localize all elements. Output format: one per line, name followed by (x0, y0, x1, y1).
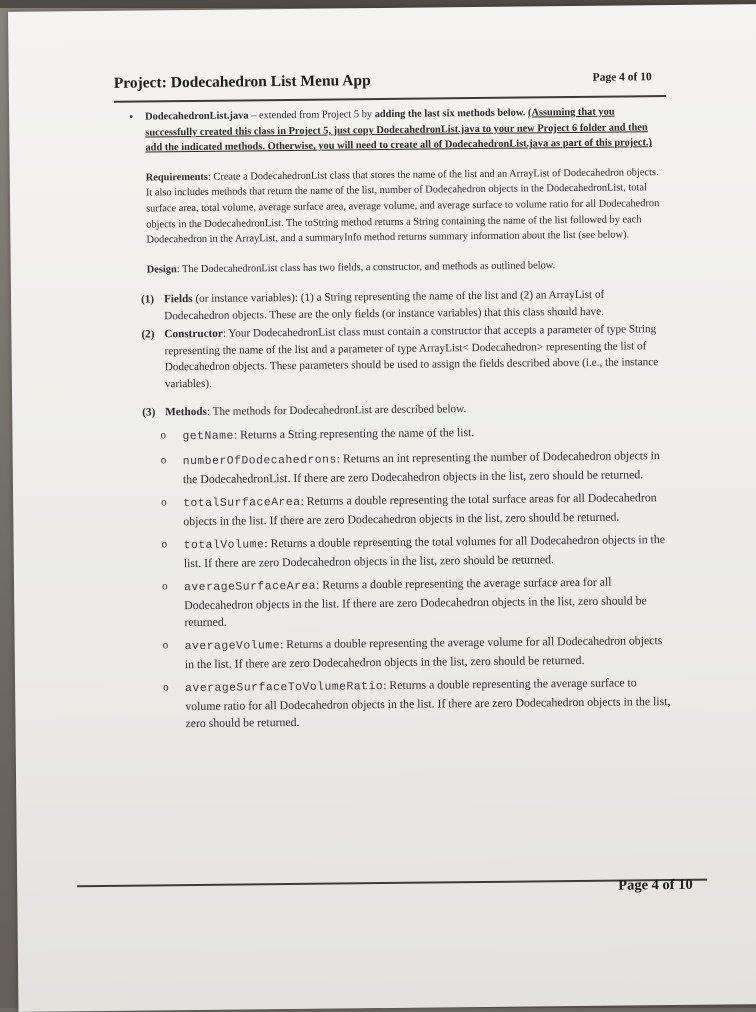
page-number-top: Page 4 of 10 (592, 71, 652, 84)
method-item-averagevolume (151, 632, 671, 673)
intro-lead: – extended from Project 5 by (248, 109, 375, 122)
method-desc: : Returns a double representing the average surface area for all Dodecahedron objects in the list. If there are zero Dodecahedron objects in the list, zero should be returned. (184, 574, 647, 629)
intro-paragraph (129, 104, 665, 156)
footer-rule (77, 879, 707, 888)
list-marker: (3) (142, 406, 156, 419)
fields-text: (or instance variables): (1) a String representing the name of the list and (2) an ArrayList of Dodecahedron objects. These are the only fields (or instance variables) that this class should have. (164, 289, 605, 323)
method-desc: : Returns a double representing the total volumes for all Dodecahedron objects in the list. If there are zero Dodecahedron objects in the list, zero should be returned. (183, 531, 666, 570)
design-label: Design (146, 263, 177, 276)
methods-label: Methods (165, 406, 207, 419)
circle-bullet-icon: o (161, 580, 168, 593)
method-desc: : Returns a double representing the average surface to volume ratio for all Dodecahedron objects in the list. If there are zero Dodecahedron objects in the list, zero should be returned. (185, 675, 671, 730)
requirements-paragraph (146, 165, 667, 248)
method-desc: : Returns a String representing the name of the list. (233, 424, 475, 442)
method-name: averageVolume (184, 639, 281, 653)
circle-bullet-icon: o (160, 454, 167, 467)
method-desc: : Returns a double representing the total surface areas for all Dodecahedron objects in the list. If there are zero Dodecahedron objects in the list, zero should be returned. (183, 489, 657, 528)
method-item-getname (148, 422, 668, 446)
method-desc: : Returns a double representing the average volume for all Dodecahedron objects in the list. If there are zero Dodecahedron objects in the list, zero should be returned. (184, 632, 663, 671)
list-item-methods (142, 399, 668, 421)
constructor-text: : Your DodecahedronList class must contain a constructor that accepts a parameter of type String representing the name of the list and a parameter of type ArrayList< Dodecahedron> representing the list of Dodecahedron objects. These parameters should be used to assign the fields described above (i.e., the instance variables). (164, 323, 659, 391)
circle-bullet-icon: o (163, 681, 169, 694)
page-title: Project: Dodecahedron List Menu App (113, 72, 371, 92)
circle-bullet-icon: o (161, 538, 168, 551)
document-page (8, 4, 756, 1012)
method-name: getName (182, 430, 234, 443)
method-name: averageSurfaceArea (183, 580, 317, 594)
list-item-constructor (141, 321, 668, 392)
circle-bullet-icon: o (161, 496, 167, 509)
list-marker: (1) (140, 293, 155, 306)
header-rule (114, 95, 666, 103)
requirements-text: : Create a DodecahedronList class that stores the name of the list and an ArrayList of Dodecahedron objects. It also includes methods that return the name of the list, number of Dodecahedron objects in the DodecahedronList, total surface area, total volume, average surface area, average volume, and average surface to volume ratio for all Dodecahedron objects in the DodecahedronList. The toString method returns a String containing the name of the list followed by each Dodecahedron in the ArrayList, and a summaryInfo method returns summary information about the list (see below). (145, 166, 660, 246)
body-text (129, 104, 671, 732)
intro-lead-bold: adding the last six methods below. (374, 107, 526, 121)
method-item-totalsurfacearea (149, 489, 669, 530)
requirements-label: Requirements (145, 171, 208, 184)
list-item-fields (140, 286, 667, 324)
circle-bullet-icon: o (162, 639, 169, 652)
list-marker: (2) (141, 328, 155, 341)
method-name: numberOfDodecahedrons (182, 454, 337, 468)
method-desc: : Returns an int representing the number of Dodecahedron objects in the DodecahedronList. If there are zero Dodecahedron objects in the list, zero should be returned. (182, 447, 660, 486)
methods-text: : The methods for DodecahedronList are described below. (206, 403, 467, 419)
method-name: totalSurfaceArea (183, 496, 301, 510)
numbered-list (140, 286, 672, 732)
method-item-averagesurfacetovolumeratio (151, 674, 672, 732)
method-item-averagesurfacearea (150, 573, 671, 631)
fields-label: Fields (163, 293, 193, 306)
intro-underlined-note: (Assuming that you successfully created this class in Project 5, just copy DodecahedronList.java to your new Project 6 folder and then add the indicated methods. Otherwise, you will need to create all of DodecahedronList.java as part of this project.) (145, 106, 653, 154)
bullet-icon: • (129, 109, 134, 124)
page-number-bottom: Page 4 of 10 (618, 876, 693, 894)
method-item-numberofdodecahedrons (149, 447, 669, 488)
file-name: DodecahedronList.java (145, 110, 249, 123)
page-header (114, 69, 664, 99)
constructor-label: Constructor (164, 328, 223, 341)
method-item-totalvolume (150, 531, 670, 572)
circle-bullet-icon: o (160, 429, 167, 442)
method-name: averageSurfaceToVolumeRatio (185, 680, 384, 695)
design-text: : The DodecahedronList class has two fields, a constructor, and methods as outlined below. (176, 259, 556, 275)
method-name: totalVolume (183, 539, 265, 552)
